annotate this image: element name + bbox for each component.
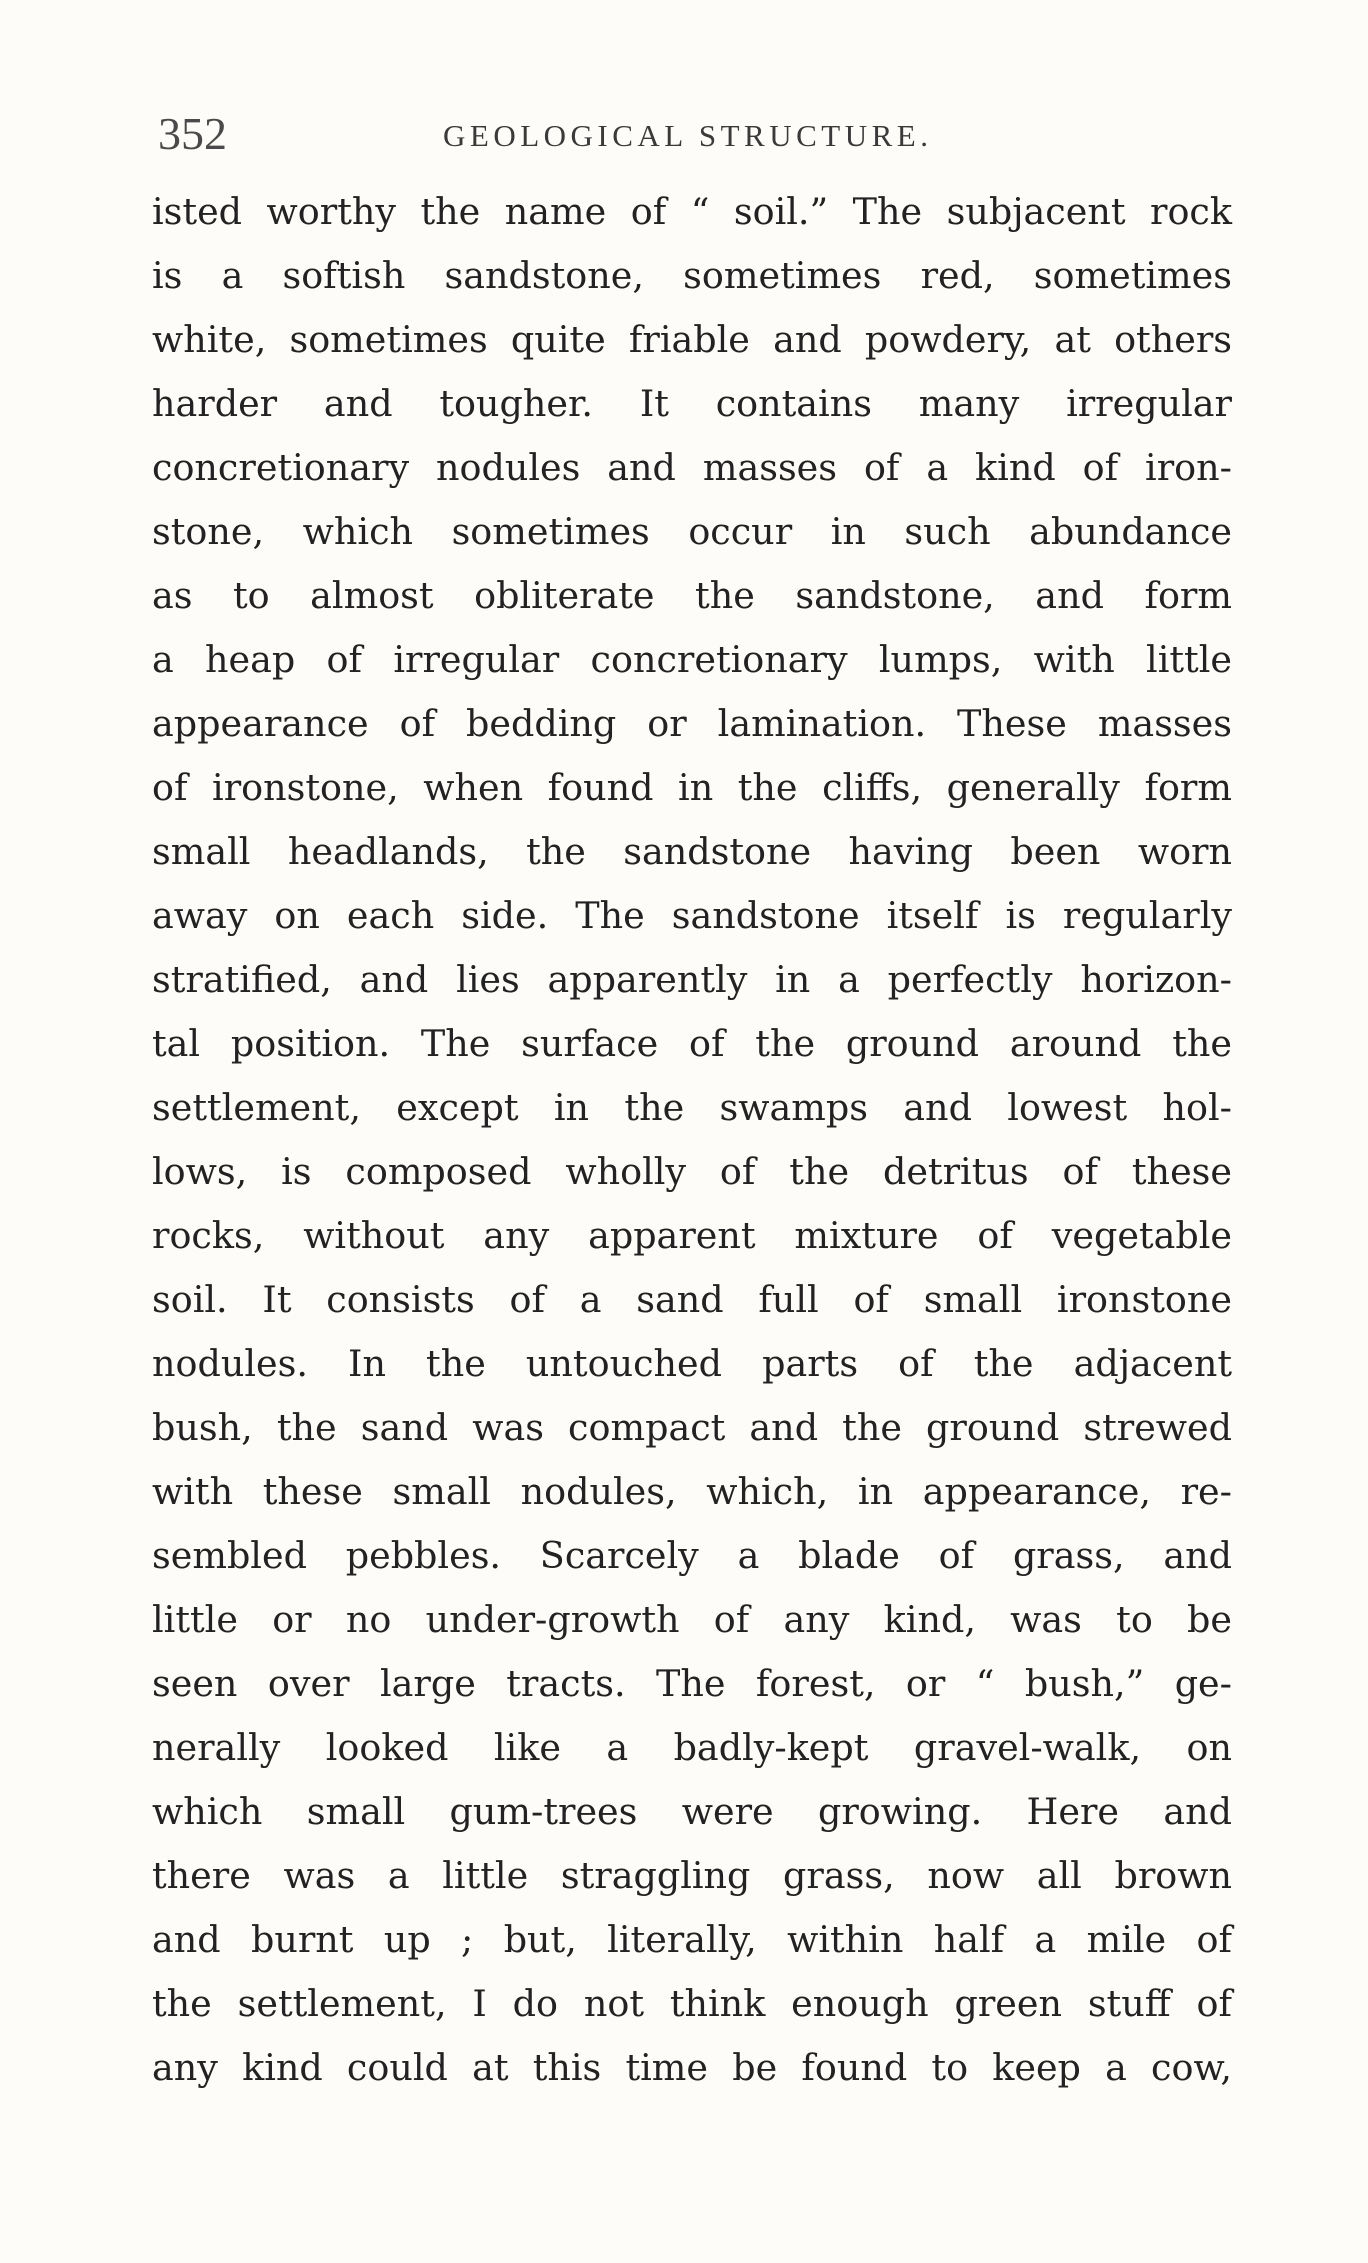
text-line: tal position. The surface of the ground around the bbox=[152, 1022, 1232, 1065]
text-line: small headlands, the sandstone having been worn bbox=[152, 830, 1232, 873]
text-line: is a softish sandstone, sometimes red, sometimes bbox=[152, 254, 1232, 297]
page-number: 352 bbox=[158, 108, 227, 159]
text-line: with these small nodules, which, in appearance, re- bbox=[152, 1470, 1232, 1513]
text-line: of ironstone, when found in the cliffs, generally form bbox=[152, 766, 1232, 809]
text-line: the settlement, I do not think enough green stuff of bbox=[152, 1982, 1232, 2025]
text-line: and burnt up ; but, literally, within half a mile of bbox=[152, 1918, 1232, 1961]
text-line: as to almost obliterate the sandstone, and form bbox=[152, 574, 1232, 617]
text-line: nerally looked like a badly-kept gravel-walk, on bbox=[152, 1726, 1232, 1769]
text-line: seen over large tracts. The forest, or “ bush,” ge- bbox=[152, 1662, 1232, 1705]
running-title: GEOLOGICAL STRUCTURE. bbox=[443, 118, 933, 153]
text-line: any kind could at this time be found to keep a cow, bbox=[152, 2046, 1232, 2089]
text-line: sembled pebbles. Scarcely a blade of grass, and bbox=[152, 1534, 1232, 1577]
text-line: bush, the sand was compact and the ground strewed bbox=[152, 1406, 1232, 1449]
text-line: settlement, except in the swamps and lowest hol- bbox=[152, 1086, 1232, 1129]
text-line: away on each side. The sandstone itself is regularly bbox=[152, 894, 1232, 937]
text-line: nodules. In the untouched parts of the adjacent bbox=[152, 1342, 1232, 1385]
text-line: concretionary nodules and masses of a kind of iron- bbox=[152, 446, 1232, 489]
running-head bbox=[158, 104, 1238, 164]
text-line: little or no under-growth of any kind, was to be bbox=[152, 1598, 1232, 1641]
text-line: isted worthy the name of “ soil.” The subjacent rock bbox=[152, 190, 1232, 233]
text-line: stratified, and lies apparently in a perfectly horizon- bbox=[152, 958, 1232, 1001]
text-line: soil. It consists of a sand full of small ironstone bbox=[152, 1278, 1232, 1321]
text-line: which small gum-trees were growing. Here and bbox=[152, 1790, 1232, 1833]
body-text bbox=[152, 180, 1232, 2100]
text-line: stone, which sometimes occur in such abundance bbox=[152, 510, 1232, 553]
text-line: white, sometimes quite friable and powdery, at others bbox=[152, 318, 1232, 361]
text-line: appearance of bedding or lamination. These masses bbox=[152, 702, 1232, 745]
text-line: rocks, without any apparent mixture of vegetable bbox=[152, 1214, 1232, 1257]
text-line: lows, is composed wholly of the detritus of these bbox=[152, 1150, 1232, 1193]
text-line: a heap of irregular concretionary lumps, with little bbox=[152, 638, 1232, 681]
text-line: there was a little straggling grass, now all brown bbox=[152, 1854, 1232, 1897]
text-line: harder and tougher. It contains many irregular bbox=[152, 382, 1232, 425]
